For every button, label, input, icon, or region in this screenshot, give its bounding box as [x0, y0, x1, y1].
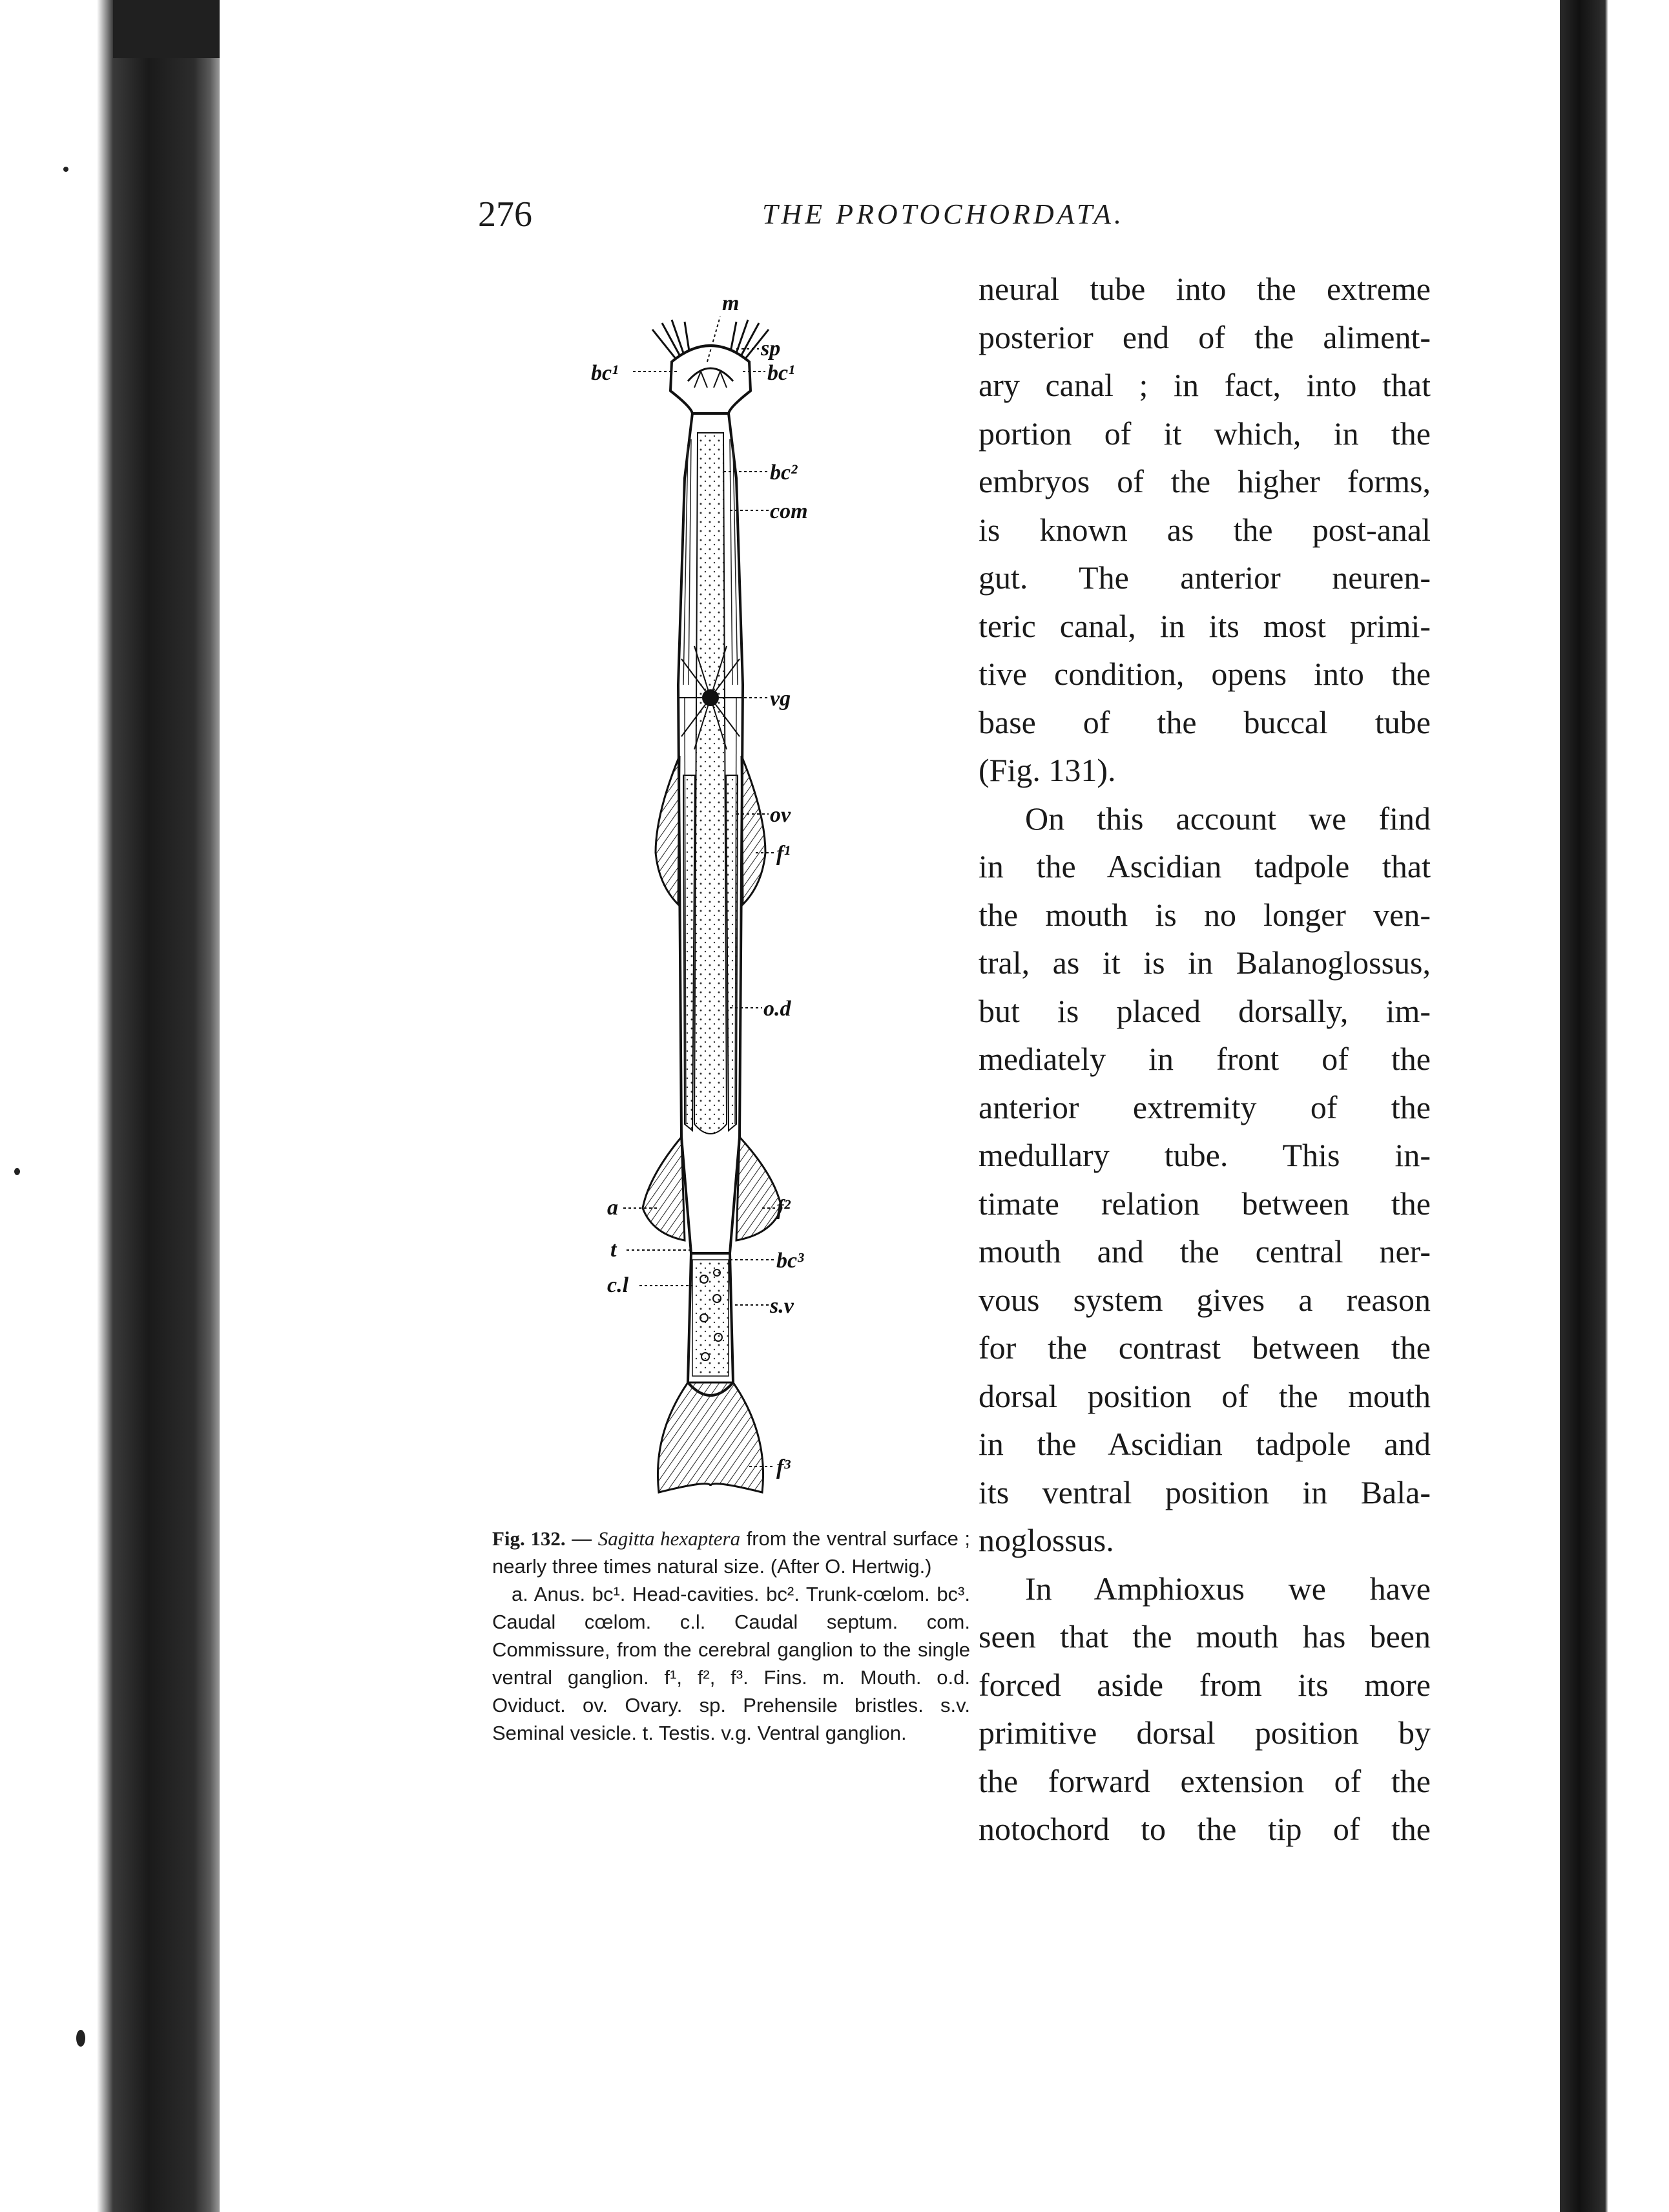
text-line: its ventral position in Bala-: [979, 1474, 1431, 1510]
caption-species: Sagitta hexaptera: [597, 1527, 741, 1550]
text-line: ary canal ; in fact, into that: [979, 367, 1431, 403]
label-f2: f²: [776, 1196, 791, 1220]
scan-speck: [63, 167, 68, 172]
text-line: is known as the post-anal: [979, 511, 1431, 548]
text-line: medullary tube. This in-: [979, 1137, 1431, 1173]
page-number: 276: [478, 194, 532, 235]
label-od: o.d: [763, 997, 791, 1021]
text-line: tive condition, opens into the: [979, 656, 1431, 692]
text-line: for the contrast between the: [979, 1330, 1431, 1366]
text-line: seen that the mouth has been: [979, 1618, 1431, 1654]
label-t: t: [610, 1238, 617, 1262]
caption-title: [492, 1525, 970, 1580]
fin-posterior-left: [643, 1137, 685, 1240]
text-line: neural tube into the extreme: [979, 271, 1431, 307]
label-bc1-right: bc¹: [767, 361, 795, 385]
text-line: posterior end of the aliment-: [979, 318, 1431, 355]
label-a: a: [607, 1196, 618, 1220]
text-line: On this account we find: [1025, 800, 1431, 837]
text-line: forced aside from its more: [979, 1666, 1431, 1703]
text-line: anterior extremity of the: [979, 1089, 1431, 1125]
text-line: mouth and the central ner-: [979, 1233, 1431, 1269]
text-line: the mouth is no longer ven-: [979, 896, 1431, 933]
text-line: the forward extension of the: [979, 1762, 1431, 1799]
caption-fig-label: Fig. 132.: [492, 1527, 566, 1550]
scan-speck: [14, 1168, 20, 1175]
label-bc1-left: bc¹: [591, 361, 619, 385]
label-bc3: bc³: [776, 1249, 804, 1273]
text-line: In Amphioxus we have: [1025, 1570, 1431, 1607]
label-bc2: bc²: [770, 461, 798, 485]
caption-description: from the ventral surface ; nearly three times natural size. (After O. Hertwig.): [492, 1527, 971, 1578]
text-line: tral, as it is in Balanoglossus,: [979, 944, 1431, 981]
caption-key: a. Anus. bc¹. Head-cavities. bc². Trunk-cœlom. bc³. Caudal cœlom. c.l. Caudal septum. com. Commissure, from the cerebral ganglion to the single ventral ganglion. f¹, f², f³. Fins. m. Mouth. o.d. Oviduct. ov. Ovary. sp. Prehensile bristles. s.v. Seminal vesicle. t. Testis. v.g. Ventral ganglion.: [492, 1583, 970, 1744]
testis: [692, 1260, 729, 1376]
text-line: vous system gives a reason: [979, 1281, 1431, 1318]
text-line: notochord to the tip of the: [979, 1811, 1431, 1847]
text-line: (Fig. 131).: [979, 752, 1116, 788]
fin-anterior-right: [741, 756, 765, 904]
label-com: com: [770, 499, 808, 523]
caption-dash: —: [565, 1527, 598, 1550]
label-sp: sp: [761, 337, 781, 360]
text-line: noglossus.: [979, 1522, 1114, 1558]
tail-fin: [658, 1382, 763, 1492]
figure-sagitta-illustration: [581, 284, 878, 1512]
scan-speck: [76, 2030, 85, 2047]
fin-posterior-right: [736, 1137, 782, 1240]
scan-left-margin-shadow: [113, 0, 220, 58]
label-cl: c.l: [607, 1273, 629, 1297]
sagitta-drawing: [581, 284, 878, 1512]
text-line: gut. The anterior neuren-: [979, 559, 1431, 596]
text-line: portion of it which, in the: [979, 415, 1431, 452]
scan-right-margin: [1560, 0, 1669, 2212]
text-line: in the Ascidian tadpole and: [979, 1426, 1431, 1462]
text-line: primitive dorsal position by: [979, 1715, 1431, 1751]
fin-anterior-left: [656, 756, 679, 904]
running-head: THE PROTOCHORDATA.: [762, 198, 1125, 230]
label-m: m: [722, 291, 740, 315]
text-line: teric canal, in its most primi-: [979, 607, 1431, 644]
body-text-column: [979, 265, 1431, 1853]
text-line: but is placed dorsally, im-: [979, 992, 1431, 1029]
label-f1: f¹: [776, 842, 791, 866]
text-line: mediately in front of the: [979, 1041, 1431, 1077]
text-line: timate relation between the: [979, 1185, 1431, 1222]
label-sv: s.v: [770, 1294, 794, 1318]
label-vg: vg: [770, 687, 791, 711]
text-line: base of the buccal tube: [979, 704, 1431, 740]
label-ov: ov: [770, 803, 791, 827]
gut: [694, 433, 727, 1134]
head: [670, 346, 751, 413]
text-line: in the Ascidian tadpole that: [979, 848, 1431, 884]
scan-left-margin: [0, 0, 220, 2212]
text-line: dorsal position of the mouth: [979, 1377, 1431, 1414]
figure-caption: [492, 1525, 970, 1747]
label-f3: f³: [776, 1456, 791, 1479]
text-line: embryos of the higher forms,: [979, 463, 1431, 499]
